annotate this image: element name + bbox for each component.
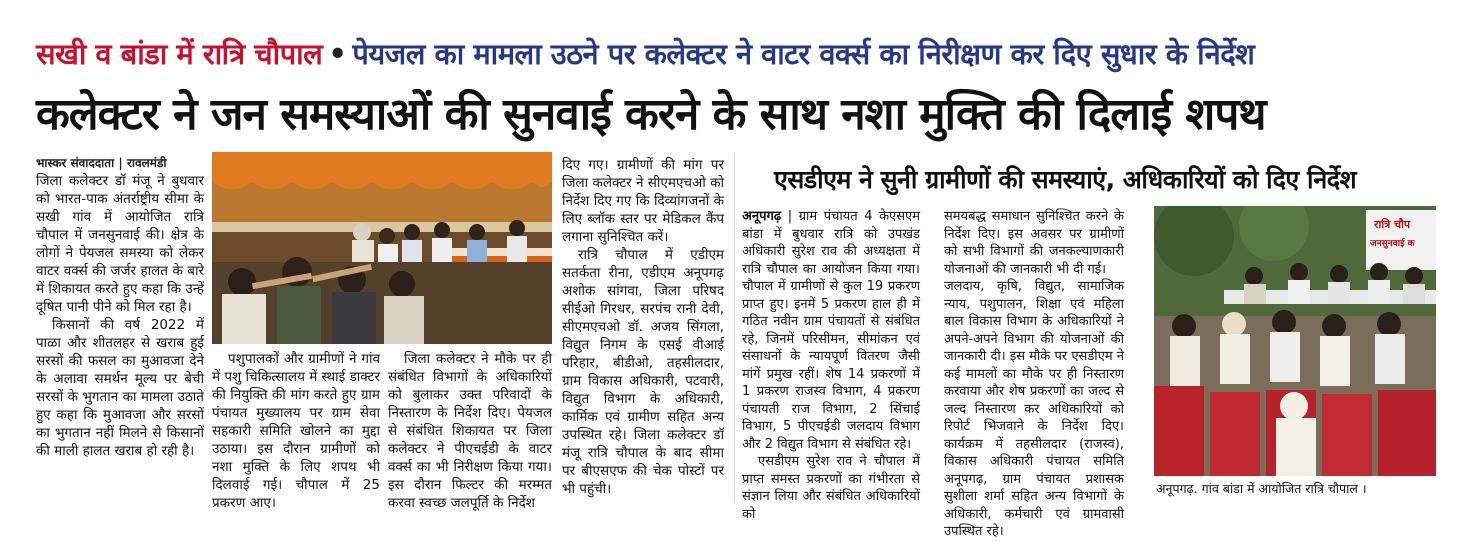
story1-paragraph: पशुपालकों और ग्रामीणों ने गांव में पशु चिकित्सालय में स्थाई डाक्टर की नियुक्ति की मांग करते हुए ग्राम पंचायत मुख्यालय पर ग्राम सेवा सहकारी समिति खोलने का मुद्दा उठाया। इस दौरान ग्रामीणों को नशा मुक्ति के लिए शपथ भी दिलवाई गई। चौपाल में 25 प्रकरण आए। [212, 351, 380, 511]
story2-subheadline: एसडीएम ने सुनी ग्रामीणों की समस्याएं, अधिकारियों को दिए निर्देश [774, 165, 1357, 194]
story2-dateline: अनूपगढ़ [742, 209, 782, 224]
banner-text-line2: जनसुनवाई क [1370, 239, 1415, 249]
story2-column-2 [944, 208, 1124, 541]
story1-paragraph: रात्रि चौपाल में एडीएम सतर्कता रीना, एडीएम अनूपगढ़ अशोक सांगवा, जिला परिषद सीईओ गिरधर, सरपंच रानी देवी, सीएमएचओ डॉ. अजय सिंगला, विद्युत निगम के एसई वीआई परिहार, बीडीओ, तहसीलदार, ग्राम विकास अधिकारी, पटवारी, विद्युत विभाग के अधिकारी, कार्मिक एवं ग्रामीण सहित अन्य उपस्थित रहे। जिला कलेक्टर डॉ मंजू रात्रि चौपाल के बाद सीमा पर बीएसएफ की चेक पोस्टों पर भी पहुंची। [562, 247, 724, 497]
chaupal-photo-pledge [212, 152, 552, 344]
column-divider [734, 152, 735, 502]
story1-column-4 [562, 156, 724, 498]
story1-paragraph: किसानों की वर्ष 2022 में पाळा और शीतलहर से खराब हुई सरसों की फसल का मुआवजा देने के अलावा समर्थन मूल्य पर बेची सरसों के भुगतान का मामला उठाते हुए कहा कि मुआवजा और सरसों का भुगतान नहीं मिलने से किसानों की माली हालत खराब हो रही है। [36, 317, 204, 459]
photo-caption: अनूपगढ़. गांव बांडा में आयोजित रात्रि चौपाल । [1156, 481, 1367, 496]
story2-paragraph: एसडीएम सुरेश राव ने चौपाल में प्राप्त समस्त प्रकरणों का गंभीरता से संज्ञान लिया और संबंधित अधिकारियों को [742, 454, 920, 522]
byline: भास्कर संवाददाता | रावलमंडी [36, 156, 167, 170]
story2-lead-text: ग्राम पंचायत 4 केएसएम बांडा में बुधवार रात्रि को उपखंड अधिकारी सुरेश राव की अध्यक्षता में रात्रि चौपाल का आयोजन किया गया। चौपाल में ग्रामीणों से कुल 19 प्रकरण प्राप्त हुए। इनमें 5 प्रकरण हाल ही में गठित नवीन ग्राम पंचायतों से संबंधित रहे, जिनमें परिसीमन, सीमांकन एवं संसाधनों के न्यायपूर्ण वितरण जैसी मांगें प्रमुख रहीं। शेष 14 प्रकरणों में 1 प्रकरण राजस्व विभाग, 4 प्रकरण पंचायती राज विभाग, 2 सिंचाई विभाग, 5 पीएचईडी जलदाय विभाग और 2 विद्युत विभाग से संबंधित रहे। [742, 209, 920, 452]
kicker-line [36, 34, 1436, 73]
story2-column-1 [742, 208, 920, 523]
story2-paragraph: जलदाय, कृषि, विद्युत, सामाजिक न्याय, पशुपालन, शिक्षा एवं महिला बाल विकास विभाग के अधिकारियों ने अपने-अपने विभाग की योजनाओं की जानकारी दी। इस मौके पर एसडीएम ने कई मामलों का मौके पर ही निस्तारण करवाया और शेष प्रकरणों का जल्द से जल्द निस्तारण कर अधिकारियों को रिपोर्ट भिजवाने के निर्देश दिए। कार्यक्रम में तहसीलदार (राजस्व), विकास अधिकारी पंचायत समिति अनूपगढ़, ग्राम पंचायत प्रशासक सुशीला शर्मा सहित अन्य विभागों के अधिकारी, कर्मचारी एवं ग्रामवासी उपस्थित रहे। [944, 279, 1124, 539]
story1-column-2 [212, 350, 380, 512]
story1-paragraph: जिला कलेक्टर डॉ मंजू ने बुधवार को भारत-पाक अंतर्राष्ट्रीय सीमा के सखी गांव में आयोजित रात्रि चौपाल में जनसुनवाई की। क्षेत्र के लोगों ने पेयजल समस्या को लेकर वाटर वर्क्स की जर्जर हालत के बारे में शिकायत करते हुए कहा कि उन्हें दूषित पानी पीने को मिल रहा है। [36, 173, 204, 315]
story1-column-1 [36, 172, 204, 460]
banner-text-line1: रात्रि चौप [1374, 218, 1411, 231]
banda-chaupal-photo [1154, 206, 1436, 476]
main-headline: कलेक्टर ने जन समस्याओं की सुनवाई करने के साथ नशा मुक्ति की दिलाई शपथ [36, 89, 1266, 140]
photo-illustration [212, 152, 552, 344]
story1-paragraph: जिला कलेक्टर ने मौके पर ही संबंधित विभागों के अधिकारियों को बुलाकर उक्त परिवादों के निस्तारण के निर्देश दिए। पेयजल से संबंधित शिकायत पर जिला कलेक्टर ने पीएचईडी के वाटर वर्क्स का भी निरीक्षण किया गया। इस दौरान फिल्टर की मरम्मत करवा स्वच्छ जलपूर्ति के निर्देश [388, 351, 552, 511]
kicker-bullet: • [328, 37, 347, 71]
story1-paragraph: दिए गए। ग्रामीणों की मांग पर जिला कलेक्टर ने सीएमएचओ को निर्देश दिए गए कि दिव्यांगजनों के लिए ब्लॉक स्तर पर मेडिकल कैंप लगाना सुनिश्चित करें। [562, 157, 724, 245]
story2-paragraph: समयबद्ध समाधान सुनिश्चित करने के निर्देश दिए। इस अवसर पर ग्रामीणों को सभी विभागों की जनकल्याणकारी योजनाओं की जानकारी भी दी गई। [944, 209, 1124, 277]
kicker-subtitle: पेयजल का मामला उठने पर कलेक्टर ने वाटर वर्क्स का निरीक्षण कर दिए सुधार के निर्देश [352, 37, 1255, 71]
photo-illustration [1154, 206, 1436, 476]
story2-paragraph: अनूपगढ़ | ग्राम पंचायत 4 केएसएम बांडा में बुधवार रात्रि को उपखंड अधिकारी सुरेश राव की अध्यक्षता में रात्रि चौपाल का आयोजन किया गया। चौपाल में ग्रामीणों से कुल 19 प्रकरण प्राप्त हुए। इनमें 5 प्रकरण हाल ही में गठित नवीन ग्राम पंचायतों से संबंधित रहे, जिनमें परिसीमन, सीमांकन एवं संसाधनों के न्यायपूर्ण वितरण जैसी मांगें प्रमुख रहीं। शेष 14 प्रकरणों में 1 प्रकरण राजस्व विभाग, 4 प्रकरण पंचायती राज विभाग, 2 सिंचाई विभाग, 5 पीएचईडी जलदाय विभाग और 2 विद्युत विभाग से संबंधित रहे। [742, 209, 920, 452]
story1-column-3 [388, 350, 552, 512]
kicker-location: सखी व बांडा में रात्रि चौपाल [36, 37, 323, 71]
